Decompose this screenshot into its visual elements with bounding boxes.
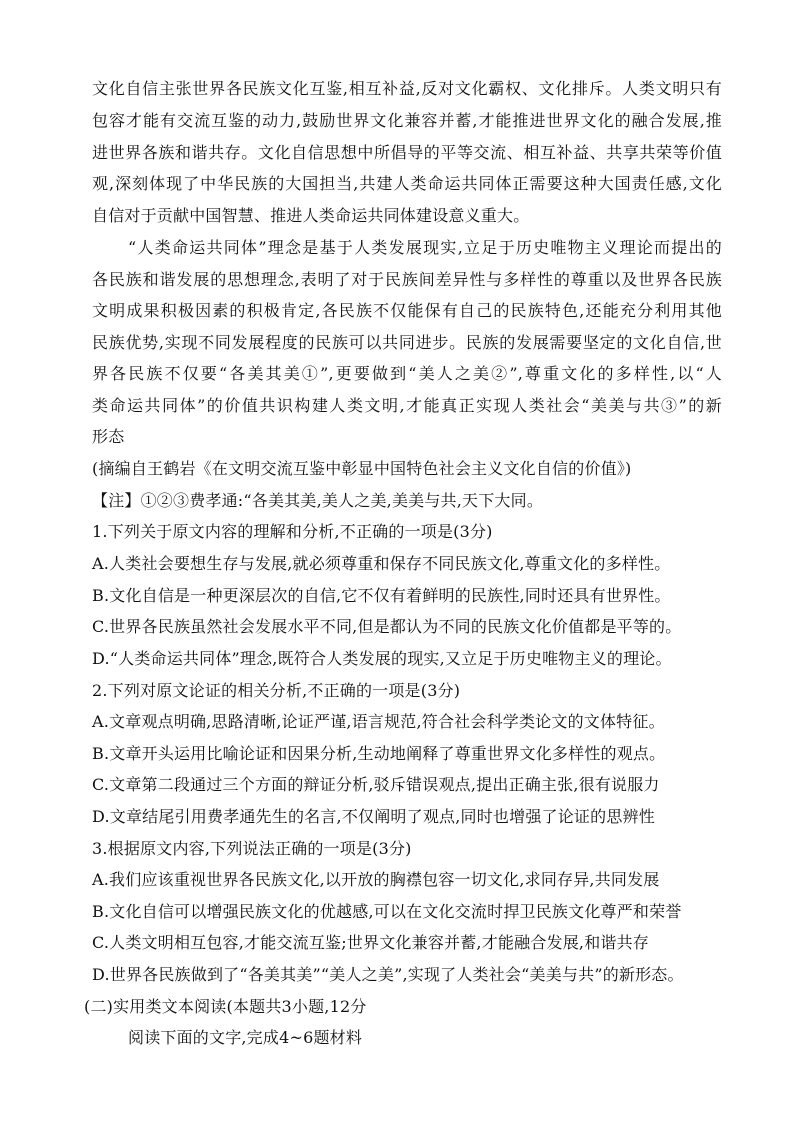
question-3-option-a: A.我们应该重视世界各民族文化,以开放的胸襟包容一切文化,求同存异,共同发展 [92, 870, 660, 889]
question-3-option-d: D.世界各民族做到了“各美其美”“美人之美”,实现了人类社会“美美与共”的新形态。 [92, 965, 684, 984]
paragraph2-line-2: 各民族和谐发展的思想理念,表明了对于民族间差异性与多样性的尊重以及世界各民族 [92, 270, 722, 289]
paragraph1-line-4: 观,深刻体现了中华民族的大国担当,共建人类命运共同体正需要这种大国责任感,文化 [92, 174, 722, 193]
paragraph1-line-2: 包容才能有交流互鉴的动力,鼓励世界文化兼容并蓄,才能推进世界文化的融合发展,推 [92, 111, 722, 130]
paragraph2-line-5: 界各民族不仅要“各美其美①”,更要做到“美人之美②”,尊重文化的多样性,以“人 [92, 364, 722, 383]
source-citation: (摘编自王鹤岩《在文明交流互鉴中彰显中国特色社会主义文化自信的价值》) [92, 459, 632, 478]
question-1-stem: 1.下列关于原文内容的理解和分析,不正确的一项是(3分) [92, 522, 493, 541]
question-1-option-d: D.“人类命运共同体”理念,既符合人类发展的现实,又立足于历史唯物主义的理论。 [92, 649, 672, 668]
paragraph1-line-3: 进世界各族和谐共存。文化自信思想中所倡导的平等交流、相互补益、共享共荣等价值 [92, 143, 722, 162]
question-1-option-c: C.世界各民族虽然社会发展水平不同,但是都认为不同的民族文化价值都是平等的。 [92, 617, 682, 636]
question-1-option-a: A.人类社会要想生存与发展,就必须尊重和保存不同民族文化,尊重文化的多样性。 [92, 554, 671, 573]
question-3-option-c: C.人类文明相互包容,才能交流互鉴;世界文化兼容并蓄,才能融合发展,和谐共存 [92, 933, 650, 952]
paragraph2-line-3: 文明成果积极因素的积极肯定,各民族不仅能保有自己的民族特色,还能充分利用其他 [92, 301, 722, 320]
paragraph2-line-4: 民族优势,实现不同发展程度的民族可以共同进步。民族的发展需要坚定的文化自信,世 [92, 333, 722, 352]
paragraph1-line-5: 自信对于贡献中国智慧、推进人类命运共同体建设意义重大。 [92, 206, 530, 225]
paragraph2-line-7: 形态 [92, 427, 125, 446]
paragraph2-line-6: 类命运共同体”的价值共识构建人类文明,才能真正实现人类社会“美美与共③”的新 [92, 396, 722, 415]
question-2-option-a: A.文章观点明确,思路清晰,论证严谨,语言规范,符合社会科学类论文的文体特征。 [92, 712, 665, 731]
reading-instruction: 阅读下面的文字,完成4~6题材料 [128, 1028, 363, 1047]
question-3-option-b: B.文化自信可以增强民族文化的优越感,可以在文化交流时捍卫民族文化尊严和荣誉 [92, 902, 682, 921]
question-2-option-d: D.文章结尾引用费孝通先生的名言,不仅阐明了观点,同时也增强了论证的思辨性 [92, 807, 655, 826]
paragraph2-line-1: “人类命运共同体”理念是基于人类发展现实,立足于历史唯物主义理论而提出的 [128, 238, 722, 257]
question-2-option-c: C.文章第二段通过三个方面的辩证分析,驳斥错误观点,提出正确主张,很有说服力 [92, 775, 660, 794]
question-1-option-b: B.文化自信是一种更深层次的自信,它不仅有着鲜明的民族性,同时还具有世界性。 [92, 586, 671, 605]
footnote: 【注】①②③费孝通:“各美其美,美人之美,美美与共,天下大同。 [92, 491, 544, 510]
question-2-stem: 2.下列对原文论证的相关分析,不正确的一项是(3分) [92, 681, 461, 700]
section-heading: (二)实用类文本阅读(本题共3小题,12分 [84, 997, 367, 1016]
paragraph1-line-1: 文化自信主张世界各民族文化互鉴,相互补益,反对文化霸权、文化排斥。人类文明只有 [92, 79, 722, 98]
question-3-stem: 3.根据原文内容,下列说法正确的一项是(3分) [92, 839, 412, 858]
question-2-option-b: B.文章开头运用比喻论证和因果分析,生动地阐释了尊重世界文化多样性的观点。 [92, 744, 666, 763]
